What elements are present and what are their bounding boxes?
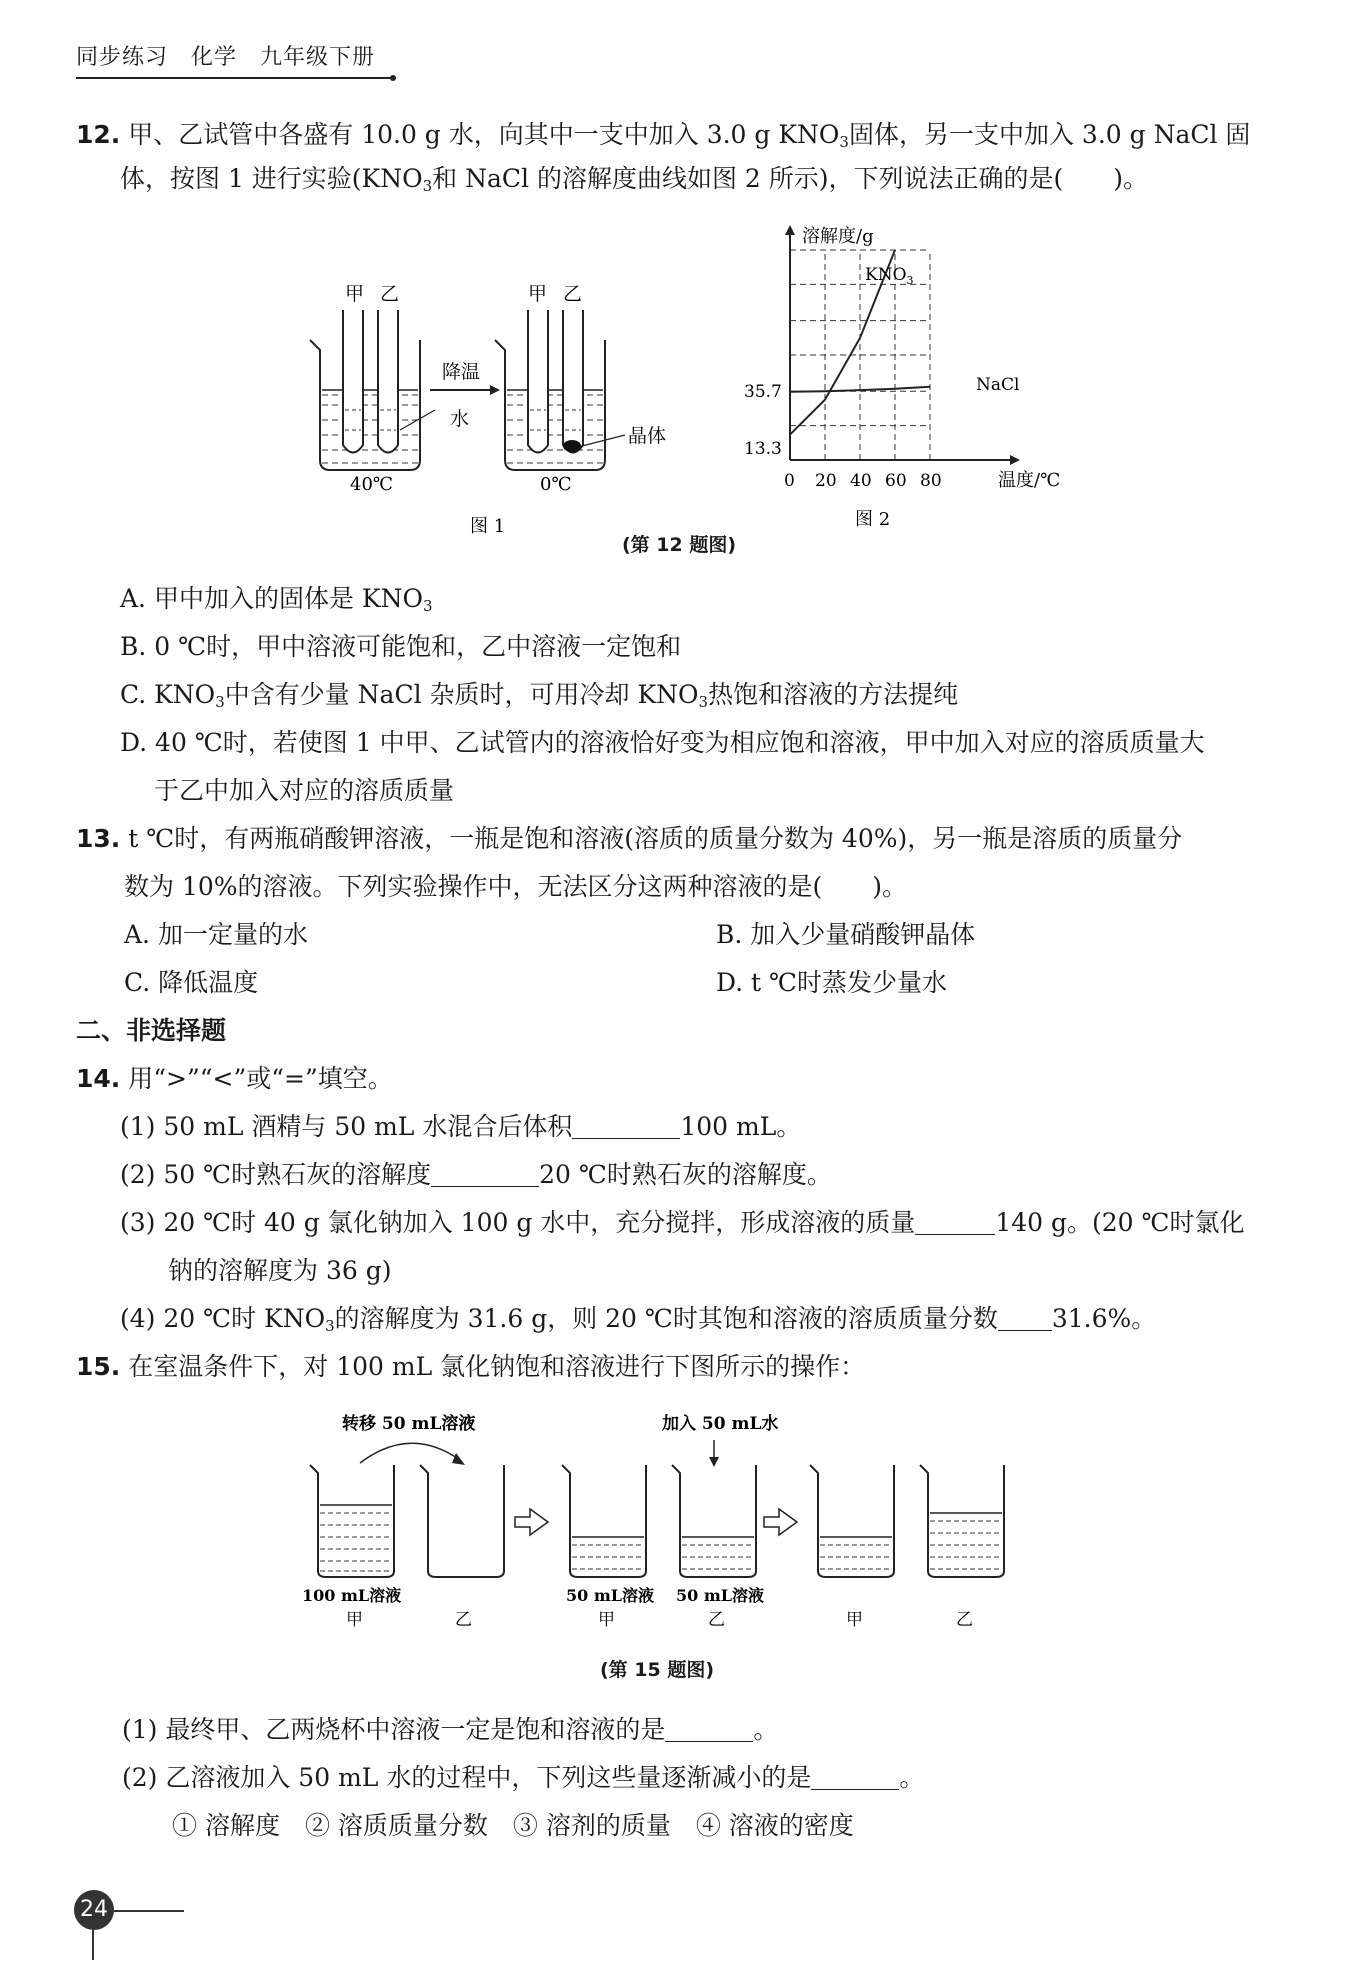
fig15-jia-3: 甲 bbox=[846, 1610, 863, 1630]
fig15-yi-3: 乙 bbox=[956, 1610, 973, 1630]
q14-blank-2[interactable] bbox=[431, 1162, 539, 1187]
figure-2-solubility-chart bbox=[740, 220, 1080, 540]
q12-option-a[interactable]: A. 甲中加入的固体是 $KNO_3$ bbox=[120, 584, 433, 615]
q13-number: 13. bbox=[76, 824, 121, 853]
y-value-35-7: 35.7 bbox=[744, 382, 782, 402]
x-tick-label: 0 bbox=[784, 471, 795, 491]
fig15-add-water-label: 加入 50 mL水 bbox=[662, 1414, 779, 1434]
q15-blank-1[interactable] bbox=[665, 1717, 753, 1742]
nacl-series-label: NaCl bbox=[976, 375, 1020, 395]
q14-stem: 14. 用“>”“<”或“=”填空。 bbox=[76, 1064, 393, 1093]
q12-option-d-line2: 于乙中加入对应的溶质质量 bbox=[154, 776, 455, 805]
header-rule-dot bbox=[390, 75, 396, 81]
q13-option-d[interactable]: D. t ℃时蒸发少量水 bbox=[716, 968, 948, 997]
x-tick-label: 40 bbox=[850, 471, 872, 491]
q12-line2: 体，按图 1 进行实验($KNO_3$和 NaCl 的溶解度曲线如图 2 所示)，下列说法正确的是( )。 bbox=[120, 164, 1149, 195]
x-tick-label: 60 bbox=[885, 471, 907, 491]
fig1-temp-0: 0℃ bbox=[540, 474, 572, 495]
q14-part2: (2) 50 ℃时熟石灰的溶解度 20 ℃时熟石灰的溶解度。 bbox=[120, 1160, 832, 1189]
q12-option-d-line1[interactable]: D. 40 ℃时，若使图 1 中甲、乙试管内的溶液恰好变为相应饱和溶液，甲中加入对应的溶质质量大 bbox=[120, 728, 1205, 757]
q14-part3: (3) 20 ℃时 40 g 氯化钠加入 100 g 水中，充分搅拌，形成溶液的质量 140 g。(20 ℃时氯化 bbox=[120, 1208, 1245, 1237]
fig1-cool-label: 降温 bbox=[442, 361, 481, 383]
q14-number: 14. bbox=[76, 1064, 121, 1093]
header-rule bbox=[76, 77, 392, 79]
fig1-water-label: 水 bbox=[450, 408, 470, 430]
page-number: 24 bbox=[74, 1890, 114, 1930]
q13-line1: 13. t ℃时，有两瓶硝酸钾溶液，一瓶是饱和溶液(溶质的质量分数为 40%)，另一瓶是溶质的质量分 bbox=[76, 824, 1183, 853]
fig1-jia-1: 甲 bbox=[345, 283, 365, 305]
fig15-100ml-label: 100 mL溶液 bbox=[302, 1586, 402, 1605]
crystal-mark bbox=[563, 440, 581, 452]
x-axis-label: 温度/℃ bbox=[998, 470, 1061, 491]
figure-15-beakers bbox=[290, 1405, 1050, 1630]
fig2-label: 图 2 bbox=[855, 509, 891, 530]
q13-line2: 数为 10%的溶液。下列实验操作中，无法区分这两种溶液的是( )。 bbox=[124, 872, 908, 901]
fig1-jia-2: 甲 bbox=[528, 283, 548, 305]
q12-number: 12. bbox=[76, 120, 121, 149]
fig15-yi-1: 乙 bbox=[455, 1610, 472, 1630]
q13-option-b[interactable]: B. 加入少量硝酸钾晶体 bbox=[716, 920, 976, 949]
fig1-yi-1: 乙 bbox=[380, 283, 400, 305]
q15-figure-caption: (第 15 题图) bbox=[600, 1659, 715, 1681]
y-value-13-3: 13.3 bbox=[744, 439, 782, 459]
fig15-50ml-label-a: 50 mL溶液 bbox=[566, 1586, 655, 1605]
fig15-50ml-label-b: 50 mL溶液 bbox=[676, 1586, 765, 1605]
q12-line1: 12. 甲、乙试管中各盛有 10.0 g 水，向其中一支中加入 3.0 g $KNO_3$固体，另一支中加入 3.0 g NaCl 固 bbox=[76, 120, 1251, 151]
q14-part3-note: 钠的溶解度为 36 g) bbox=[168, 1256, 392, 1285]
q14-blank-4[interactable] bbox=[998, 1306, 1052, 1331]
y-axis-label: 溶解度/g bbox=[802, 226, 874, 247]
fig15-transfer-label: 转移 50 mL溶液 bbox=[342, 1414, 476, 1434]
q12-figure-caption: (第 12 题图) bbox=[622, 534, 737, 556]
q12-option-b[interactable]: B. 0 ℃时，甲中溶液可能饱和，乙中溶液一定饱和 bbox=[120, 632, 682, 661]
page-number-tick bbox=[92, 1930, 94, 1960]
q15-blank-2[interactable] bbox=[811, 1765, 899, 1790]
x-tick-label: 80 bbox=[920, 471, 942, 491]
fig1-label: 图 1 bbox=[470, 516, 506, 537]
figure-1-test-tubes bbox=[300, 270, 680, 540]
fig15-jia-1: 甲 bbox=[346, 1610, 363, 1630]
q14-blank-1[interactable] bbox=[572, 1114, 680, 1139]
q13-option-c[interactable]: C. 降低温度 bbox=[124, 968, 259, 997]
q15-number: 15. bbox=[76, 1352, 121, 1381]
q14-part4: (4) 20 ℃时 $KNO_3$的溶解度为 31.6 g，则 20 ℃时其饱和溶液的溶质质量分数 31.6%。 bbox=[120, 1304, 1157, 1335]
q15-choices: ① 溶解度 ② 溶质质量分数 ③ 溶剂的质量 ④ 溶液的密度 bbox=[172, 1811, 854, 1840]
q15-stem: 15. 在室温条件下，对 100 mL 氯化钠饱和溶液进行下图所示的操作： bbox=[76, 1352, 866, 1381]
arrow-right-icon-1 bbox=[515, 1509, 548, 1535]
arrow-right-icon-2 bbox=[764, 1509, 797, 1535]
q15-part2: (2) 乙溶液加入 50 mL 水的过程中，下列这些量逐渐减小的是 。 bbox=[122, 1763, 925, 1792]
q15-part1: (1) 最终甲、乙两烧杯中溶液一定是饱和溶液的是 。 bbox=[122, 1715, 779, 1744]
q14-blank-3[interactable] bbox=[915, 1210, 995, 1235]
fig1-temp-40: 40℃ bbox=[350, 474, 394, 495]
kno3-series-label: $KNO_3$ bbox=[865, 265, 914, 287]
q14-part1: (1) 50 mL 酒精与 50 mL 水混合后体积 100 mL。 bbox=[120, 1112, 802, 1141]
q13-option-a[interactable]: A. 加一定量的水 bbox=[124, 920, 308, 949]
q12-option-c[interactable]: C. $KNO_3$中含有少量 NaCl 杂质时，可用冷却 $KNO_3$热饱和溶液的方法提纯 bbox=[120, 680, 959, 711]
page-number-rule bbox=[114, 1910, 184, 1912]
fig15-jia-2: 甲 bbox=[598, 1610, 615, 1630]
fig1-crystal-label: 晶体 bbox=[628, 425, 667, 447]
running-header: 同步练习 化学 九年级下册 bbox=[76, 45, 376, 70]
fig15-yi-2: 乙 bbox=[708, 1610, 725, 1630]
fig1-yi-2: 乙 bbox=[563, 283, 583, 305]
section-heading: 二、非选择题 bbox=[76, 1016, 227, 1045]
x-tick-label: 20 bbox=[815, 471, 837, 491]
